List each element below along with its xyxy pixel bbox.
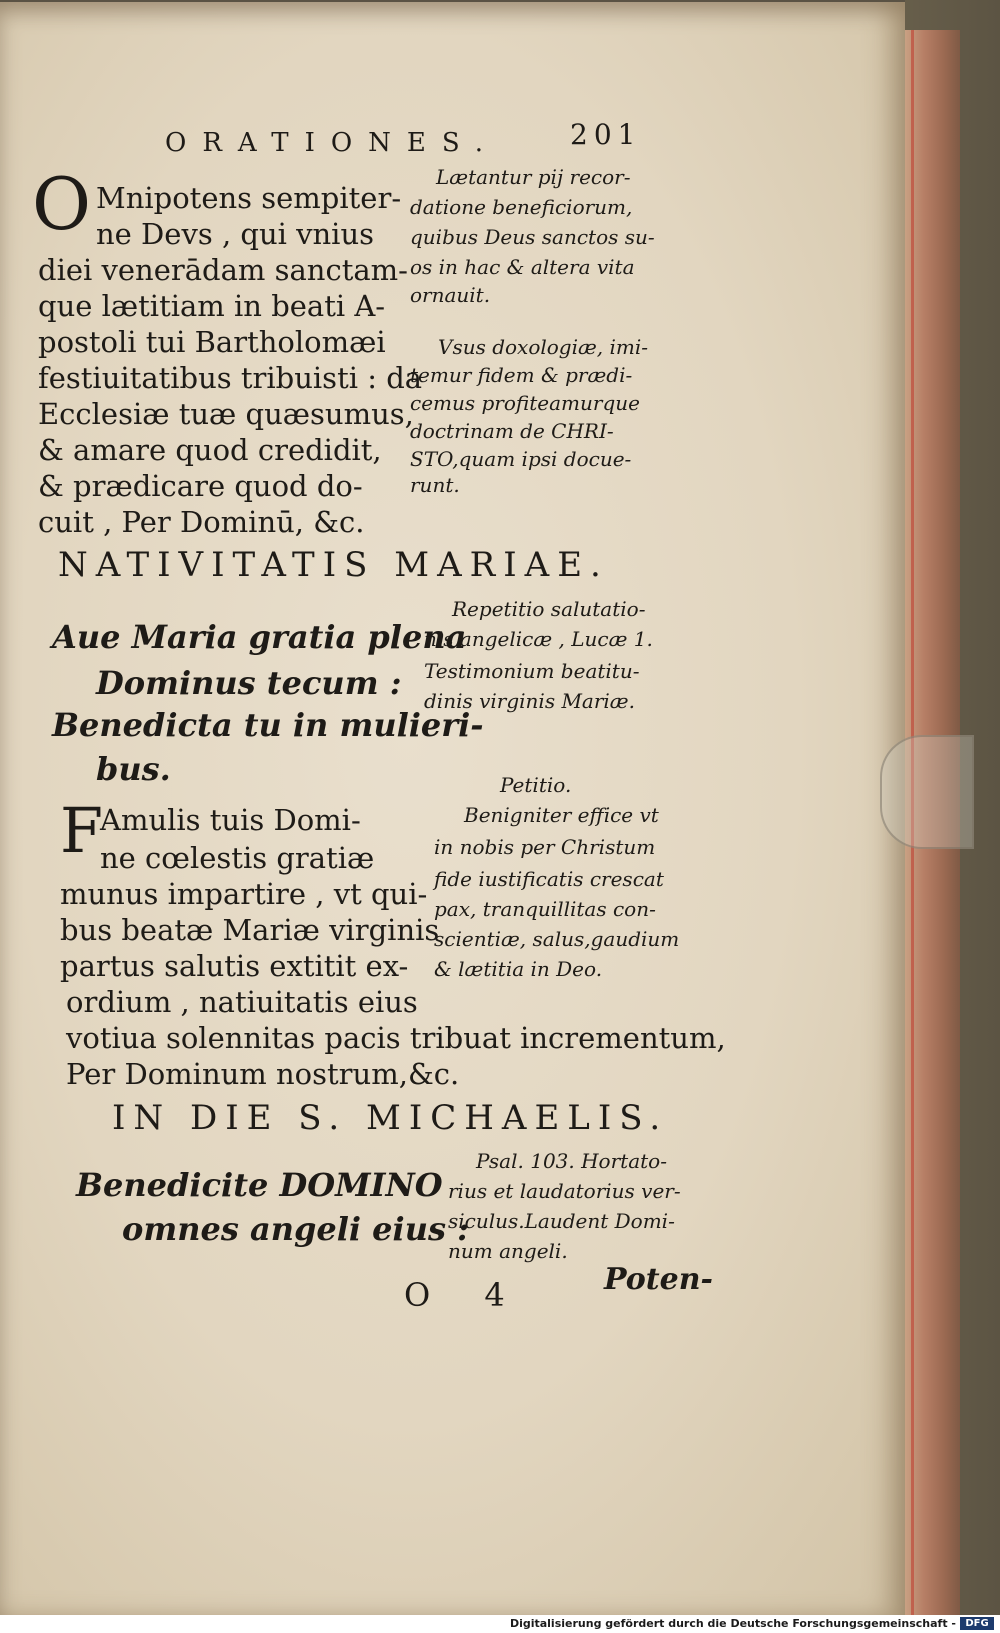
margin-note: dinis virginis Mariæ. <box>424 689 635 713</box>
margin-note: doctrinam de CHRI- <box>410 419 614 443</box>
text-line: Ecclesiæ tuæ quæsumus, <box>38 397 414 431</box>
drop-cap: O <box>32 162 92 246</box>
margin-note: quibus Deus sanctos su- <box>410 225 655 249</box>
text-line: munus impartire , vt qui- <box>60 877 428 911</box>
text-line: partus salutis extitit ex- <box>60 949 409 983</box>
dfg-logo: DFG <box>960 1617 994 1630</box>
section-title: IN DIE S. MICHAELIS. <box>112 1098 669 1138</box>
margin-note: STO,quam ipsi docue- <box>410 447 632 471</box>
verse-line: Dominus tecum : <box>96 664 402 702</box>
margin-note: siculus.Laudent Domi- <box>448 1209 675 1233</box>
text-line: ne cœlestis gratiæ <box>100 841 375 875</box>
margin-note: Testimonium beatitu- <box>424 659 640 683</box>
text-line: festiuitatibus tribuisti : da <box>38 361 423 395</box>
text-line: cuit , Per Dominū, &c. <box>38 505 365 539</box>
running-title: ORATIONES. <box>165 128 500 158</box>
margin-note: temur fidem & prædi- <box>410 363 633 387</box>
text-line: & amare quod credidit, <box>38 433 382 467</box>
margin-note: & lætitia in Deo. <box>434 957 603 981</box>
text-line: diei venerādam sanctam- <box>38 253 408 287</box>
text-line: Per Dominum nostrum,&c. <box>66 1057 460 1091</box>
verse-line: Benedicite DOMINO <box>76 1166 443 1204</box>
text-line: ordium , natiuitatis eius <box>66 985 418 1019</box>
margin-note: pax, tranquillitas con- <box>434 897 656 921</box>
margin-note: datione beneficiorum, <box>410 195 633 219</box>
margin-note: os in hac & altera vita <box>410 255 635 279</box>
margin-note: Lætantur pij recor- <box>436 165 631 189</box>
margin-note: in nobis per Christum <box>434 835 656 859</box>
text-line: bus beatæ Mariæ virginis <box>60 913 440 947</box>
margin-note: cemus profiteamurque <box>410 391 640 415</box>
margin-note: Vsus doxologiæ, imi- <box>438 335 649 359</box>
signature-mark: O 4 <box>404 1276 527 1314</box>
drop-cap: F <box>60 794 104 867</box>
text-line: Amulis tuis Domi- <box>100 803 361 837</box>
margin-note: num angeli. <box>448 1239 568 1263</box>
text-line: & prædicare quod do- <box>38 469 363 503</box>
margin-note: Petitio. <box>500 773 572 797</box>
margin-note: scientiæ, salus,gaudium <box>434 927 680 951</box>
credit-text: Digitalisierung gefördert durch die Deutsche Forschungsgemeinschaft - <box>509 1617 956 1630</box>
margin-note: Repetitio salutatio- <box>452 597 646 621</box>
margin-note: nis angelicæ , Lucæ 1. <box>424 627 653 651</box>
verse-line: Aue Maria gratia plena <box>52 618 467 656</box>
margin-note: fide iustificatis crescat <box>434 867 664 891</box>
text-line: votiua solennitas pacis tribuat incrementum, <box>66 1021 726 1055</box>
margin-note: Psal. 103. Hortato- <box>476 1149 667 1173</box>
page-tab-marker <box>880 735 974 849</box>
catchword: Poten- <box>604 1262 713 1297</box>
verse-line: omnes angeli eius : <box>122 1210 469 1248</box>
margin-note: rius et laudatorius ver- <box>448 1179 681 1203</box>
text-line: Mnipotens sempiter- <box>96 181 402 215</box>
margin-note: ornauit. <box>410 283 491 307</box>
page-number: 201 <box>570 118 642 151</box>
text-line: que lætitiam in beati A- <box>38 289 386 323</box>
margin-note: Benigniter effice vt <box>464 803 659 827</box>
verse-line: bus. <box>96 750 171 788</box>
text-line: ne Devs , qui vnius <box>96 217 375 251</box>
margin-note: runt. <box>410 473 460 497</box>
text-line: postoli tui Bartholomæi <box>38 325 386 359</box>
section-title: NATIVITATIS MARIAE. <box>58 545 609 585</box>
verse-line: Benedicta tu in mulieri- <box>52 706 484 744</box>
